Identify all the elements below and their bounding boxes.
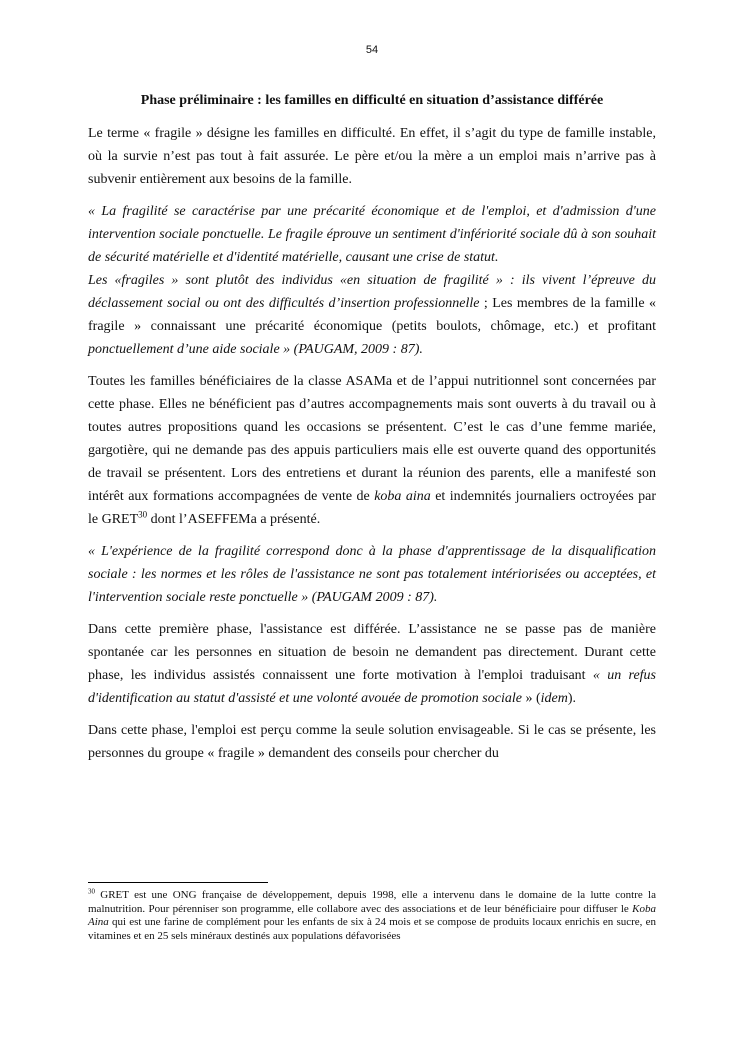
paragraph-beneficiaries-text-3: dont l’ASEFFEMa a présenté.: [147, 512, 321, 527]
footnote-reference[interactable]: 30: [138, 509, 148, 520]
quote-fragiles-individuals: Les «fragiles » sont plutôt des individus «en situation de fragilité » : ils vivent l’épreuve du déclassement social ou ont des difficultés d’insertion professionnelle: [88, 273, 656, 311]
term-koba-aina: koba aina: [374, 489, 431, 504]
paragraph-quote-experience: « L'expérience de la fragilité correspond donc à la phase d'apprentissage de la disqualification sociale : les normes et les rôles de l'assistance ne sont pas totalement intériorisées ou acceptées, et l'intervention sociale reste ponctuelle » (PAUGAM 2009 : 87).: [88, 544, 656, 605]
paragraph-beneficiaries-text-2: et indemnités journaliers octroyées par le GRET: [88, 489, 656, 527]
paragraph-employment: Dans cette phase, l'emploi est perçu comme la seule solution envisageable. Si le cas se présente, les personnes du groupe « fragile » demandent des conseils pour chercher du: [88, 723, 656, 761]
footnote-separator: [88, 882, 268, 883]
page-number: 54: [365, 44, 379, 56]
footnote-text: GRET est une ONG française de développement, depuis 1998, elle a intervenu dans le domaine de la lutte contre la malnutrition. Pour pérenniser son programme, elle collabore avec des associations et de leur bénéficiaire pour diffuser le: [88, 889, 656, 915]
paragraph-deferred-text-3: ).: [567, 691, 577, 706]
body-text: [88, 122, 656, 774]
footnote: [88, 889, 656, 943]
footnote-text-2: qui est une farine de complément pour les enfants de six à 24 mois et se compose de produits locaux enrichis en sucre, en vitamines et en 25 sels minéraux destinés aux populations défavorisées: [88, 916, 656, 942]
section-heading: Phase préliminaire : les familles en difficulté en situation d’assistance différée: [140, 93, 604, 108]
paragraph-deferred-assistance: [88, 618, 656, 710]
paragraph-quote-fragility: [88, 200, 656, 361]
paragraph-beneficiaries-text: Toutes les familles bénéficiaires de la classe ASAMa et de l’appui nutritionnel sont concernées par cette phase. Elles ne bénéficient pas d’autres accompagnements mais sont ouverts à du travail ou à toutes autres propositions quand les occasions se présentent. C’est le cas d’une femme mariée, gargotière, qui ne demande pas des appuis particuliers mais elle est ouverte quand des opportunités de travail se présentent. Lors des entretiens et durant la réunion des parents, elle a manifesté son intérêt aux formations accompagnées de vente de: [88, 374, 656, 504]
citation-idem: idem: [540, 691, 568, 706]
paragraph-deferred-text: Dans cette première phase, l'assistance est différée. L’assistance ne se passe pas de manière spontanée car les personnes en situation de besoin ne demandent pas directement. Durant cette phase, les individus assistés connaissent une forte motivation à l'emploi traduisant: [88, 622, 656, 683]
quote-refus-identification: « un refus d'identification au statut d'assisté et une volonté avouée de promotion sociale: [88, 668, 656, 706]
quote-citation-paugam: ponctuellement d’une aide sociale » (PAUGAM, 2009 : 87).: [88, 342, 423, 357]
footnote-number: 30: [88, 887, 95, 896]
paragraph-quote-fragility-text: ; Les membres de la famille « fragile » connaissant une précarité économique (petits boulots, chômage, etc.) et profitant: [88, 296, 656, 334]
paragraph-deferred-text-2: » (: [521, 691, 541, 706]
paragraph-definition: Le terme « fragile » désigne les familles en difficulté. En effet, il s’agit du type de famille instable, où la survie n’est pas tout à fait assurée. Le père et/ou la mère a un emploi mais n’arrive pas à subvenir entièrement aux besoins de la famille.: [88, 126, 656, 187]
footnote-term-koba-aina: Koba Aina: [88, 902, 656, 928]
quote-fragility-definition: « La fragilité se caractérise par une précarité économique et de l'emploi, et d'admission d'une intervention sociale ponctuelle. Le fragile éprouve un sentiment d'infériorité sociale dû à son souhait de sécurité matérielle et d'identité matérielle, causant une crise de statut.: [88, 204, 656, 265]
paragraph-beneficiaries: [88, 370, 656, 531]
